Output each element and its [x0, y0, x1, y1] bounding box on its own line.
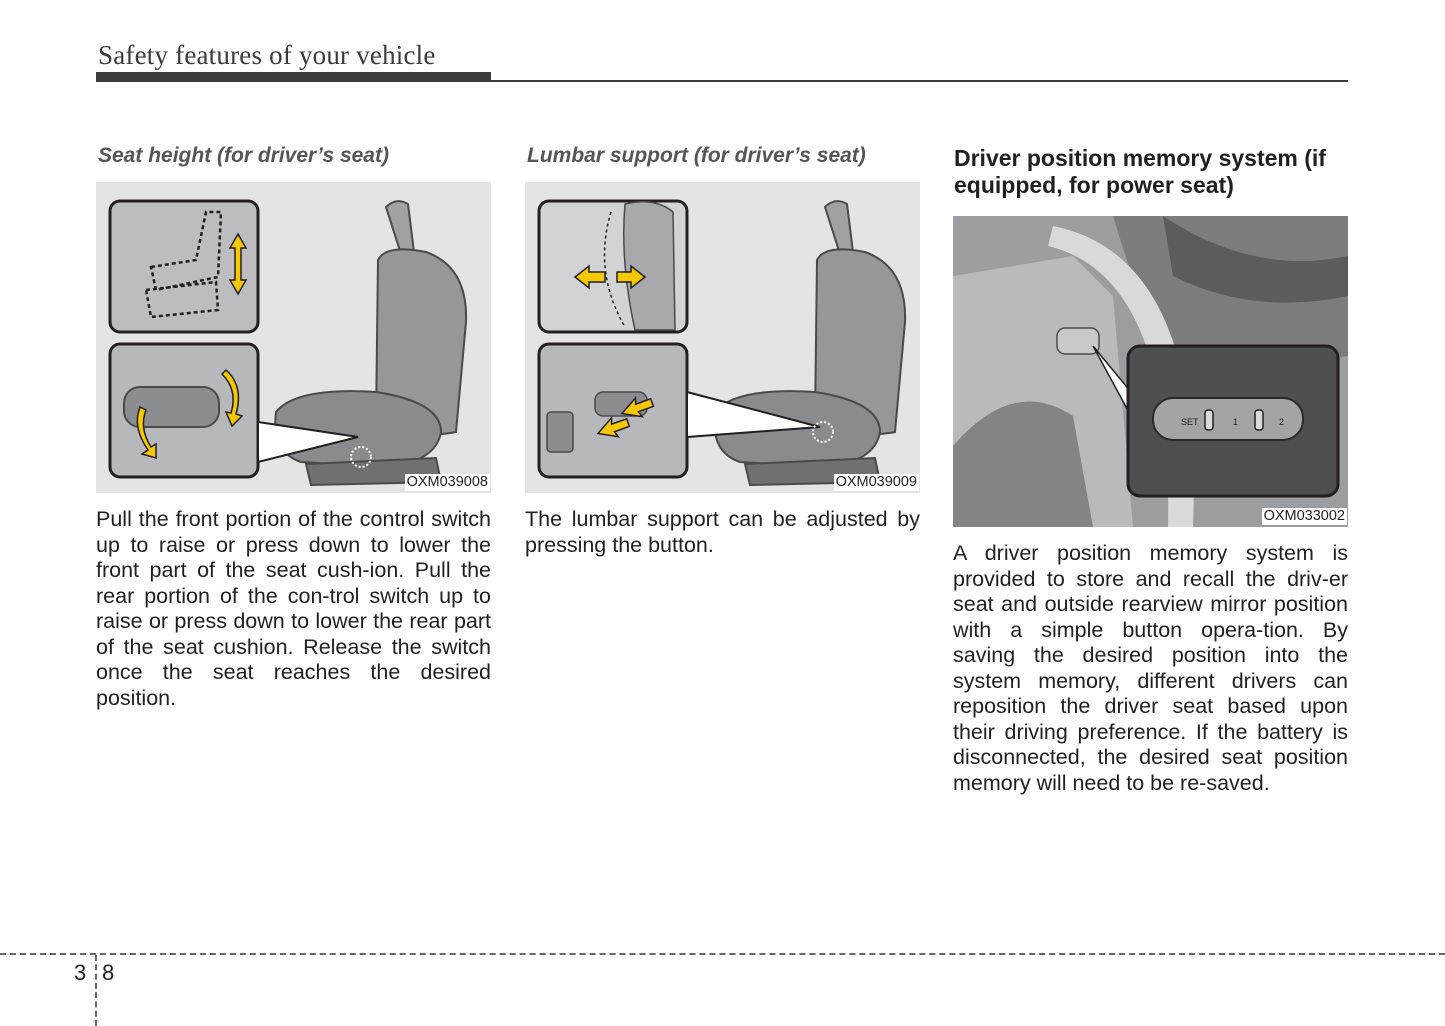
- seat-height-illustration: [96, 182, 491, 493]
- memory-2-button-label: 2: [1279, 417, 1285, 427]
- chapter-number: 3: [74, 960, 87, 985]
- lumbar-support-body: The lumbar support can be adjusted by pressing the button.: [525, 507, 920, 557]
- lumbar-support-heading: Lumbar support (for driver’s seat): [527, 144, 866, 167]
- page-number-separator: [95, 955, 97, 1026]
- seat-height-heading: Seat height (for driver’s seat): [98, 144, 389, 167]
- memory-system-heading: Driver position memory system (if equipped, for power seat): [954, 145, 1326, 198]
- memory-system-figure: [953, 216, 1348, 527]
- lumbar-support-illustration: [525, 182, 920, 493]
- memory-system-section: [953, 140, 1348, 796]
- seat-illustration: [714, 201, 905, 485]
- door-panel-illustration: [953, 216, 1348, 527]
- memory-system-body: A driver position memory system is provided to store and recall the driv-er seat and outside rearview mirror position with a simple button opera-tion. By saving the desired position into the system memory, different drivers can reposition the driver seat based upon their driving preference. If the battery is disconnected, the desired seat position memory will need to be re-saved.: [953, 541, 1348, 795]
- section-title: Safety features of your vehicle: [98, 40, 436, 70]
- set-button-label: SET: [1181, 417, 1199, 427]
- lumbar-support-figure: [525, 182, 920, 493]
- seat-height-body: Pull the front portion of the control switch up to raise or press down to lower the front part of the seat cush-ion. Pull the rear portion of the con-trol switch up to raise or press down to lower the rear part of the seat cushion. Release the switch once the seat reaches the desired position.: [96, 507, 491, 710]
- footer-rule: [0, 953, 1445, 955]
- figure-code: OXM039008: [406, 474, 488, 490]
- figure-code: OXM033002: [1263, 508, 1345, 524]
- figure-code: OXM039009: [835, 474, 917, 490]
- seat-height-figure: [96, 182, 491, 493]
- memory-1-button-label: 1: [1233, 417, 1239, 427]
- page-number: 8: [102, 960, 115, 985]
- lumbar-support-section: [525, 140, 920, 558]
- seat-height-section: [96, 140, 491, 711]
- header-rule-thin: [96, 80, 1348, 82]
